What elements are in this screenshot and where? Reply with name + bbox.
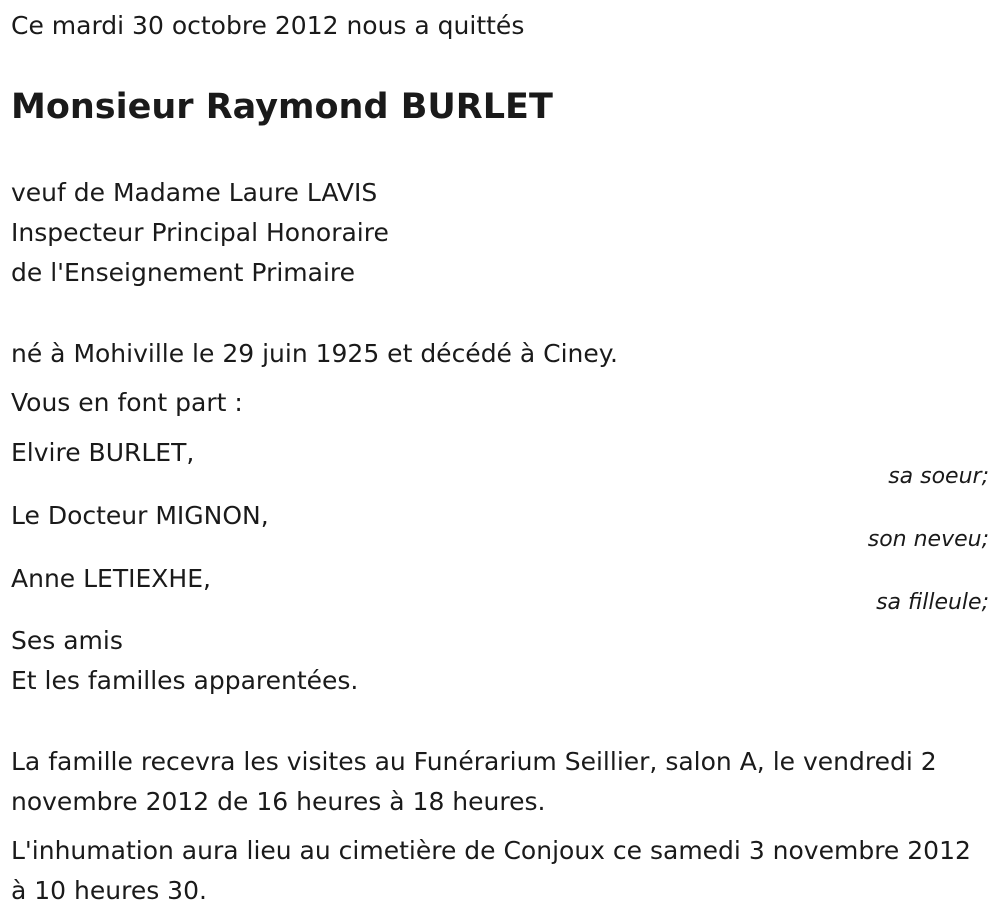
mourner-name: Le Docteur MIGNON, xyxy=(11,501,269,530)
burial-paragraph: L'inhumation aura lieu au cimetière de Conjoux ce samedi 3 novembre 2012 à 10 heures 30. xyxy=(11,836,971,905)
mourner-name: Anne LETIEXHE, xyxy=(11,564,211,593)
intro-line: Ce mardi 30 octobre 2012 nous a quittés xyxy=(11,11,525,40)
mourner-relation: sa filleule; xyxy=(876,590,989,615)
announce-line: Vous en font part : xyxy=(11,388,243,417)
deceased-name: Monsieur Raymond BURLET xyxy=(11,87,553,127)
detail-institution: de l'Enseignement Primaire xyxy=(11,258,356,287)
mourner-relation: sa soeur; xyxy=(888,464,989,489)
families-line: Et les familles apparentées. xyxy=(11,666,359,695)
visits-paragraph: La famille recevra les visites au Funérarium Seillier, salon A, le vendredi 2 novembre 2012 de 16 heures à 18 heures. xyxy=(11,747,937,816)
friends-line: Ses amis xyxy=(11,626,123,655)
mourner-name: Elvire BURLET, xyxy=(11,438,195,467)
mourner-relation: son neveu; xyxy=(867,527,989,552)
birth-death-line: né à Mohiville le 29 juin 1925 et décédé à Ciney. xyxy=(11,339,618,368)
detail-title: Inspecteur Principal Honoraire xyxy=(11,218,389,247)
detail-widow: veuf de Madame Laure LAVIS xyxy=(11,178,378,207)
